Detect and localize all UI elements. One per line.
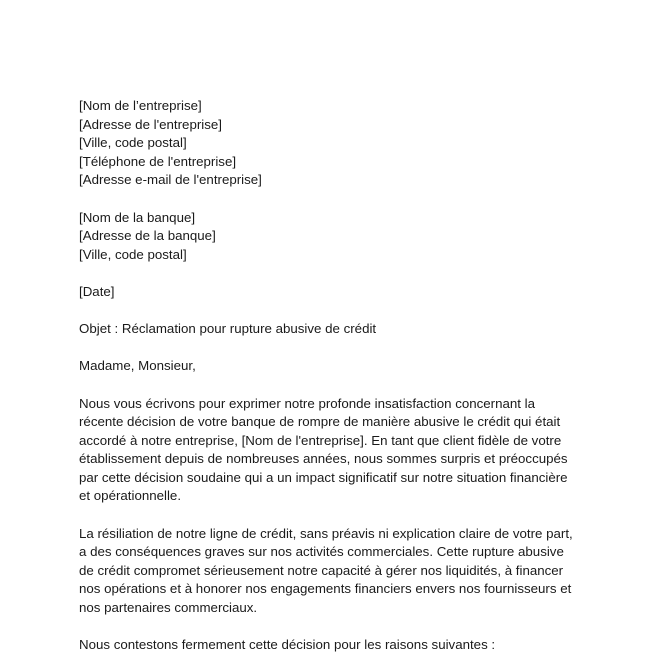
- paragraph-line: récente décision de votre banque de rompre de manière abusive le crédit qui était: [79, 414, 561, 430]
- sender-email: [Adresse e-mail de l'entreprise]: [79, 172, 262, 188]
- recipient-block: [79, 209, 594, 265]
- paragraph-line: nos opérations et à honorer nos engagements financiers envers nos fournisseurs et: [79, 581, 572, 597]
- paragraph-line: accordé à notre entreprise, [Nom de l'entreprise]. En tant que client fidèle de votre: [79, 432, 562, 448]
- paragraph-2: [79, 525, 594, 618]
- recipient-city-postal: [Ville, code postal]: [79, 246, 187, 262]
- paragraph-line: par cette décision soudaine qui a un impact significatif sur notre situation financière: [79, 469, 568, 485]
- date-block: [79, 283, 594, 302]
- sender-block: [79, 97, 594, 190]
- sender-phone: [Téléphone de l'entreprise]: [79, 153, 237, 169]
- recipient-bank-name: [Nom de la banque]: [79, 209, 196, 225]
- sender-city-postal: [Ville, code postal]: [79, 135, 187, 151]
- salutation-block: [79, 357, 594, 376]
- paragraph-3: [79, 636, 594, 655]
- paragraph-line: a des conséquences graves sur nos activités commerciales. Cette rupture abusive: [79, 544, 564, 560]
- paragraph-1: [79, 395, 594, 507]
- paragraph-line: Nous contestons fermement cette décision pour les raisons suivantes :: [79, 637, 496, 653]
- subject-block: [79, 320, 594, 339]
- sender-company-name: [Nom de l’entreprise]: [79, 98, 202, 113]
- paragraph-line: de crédit compromet sérieusement notre capacité à gérer nos liquidités, à financer: [79, 562, 564, 578]
- letter-body: [79, 97, 594, 661]
- paragraph-line: établissement depuis de nombreuses années, nous sommes surpris et préoccupés: [79, 451, 568, 467]
- sender-company-address: [Adresse de l'entreprise]: [79, 116, 222, 132]
- recipient-bank-address: [Adresse de la banque]: [79, 228, 216, 244]
- paragraph-line: La résiliation de notre ligne de crédit, sans préavis ni explication claire de votre part,: [79, 525, 573, 541]
- paragraph-line: nos partenaires commerciaux.: [79, 600, 258, 616]
- paragraph-line: Nous vous écrivons pour exprimer notre profonde insatisfaction concernant la: [79, 395, 536, 411]
- letter-subject: Objet : Réclamation pour rupture abusive de crédit: [79, 321, 377, 337]
- letter-date: [Date]: [79, 283, 115, 299]
- letter-salutation: Madame, Monsieur,: [79, 358, 196, 374]
- paragraph-line: et opérationnelle.: [79, 488, 182, 504]
